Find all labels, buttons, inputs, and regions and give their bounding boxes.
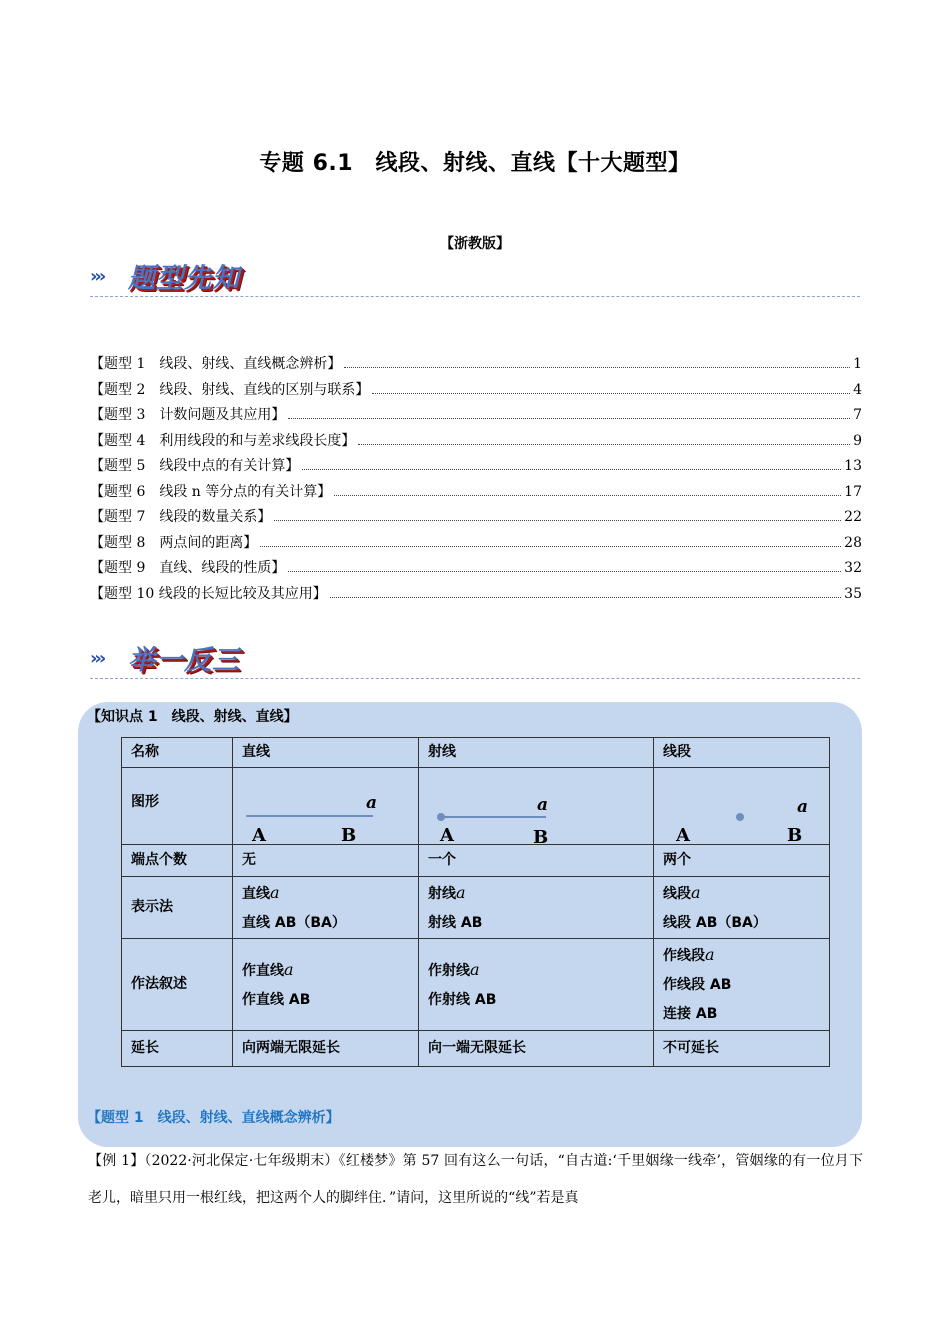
toc-item-page: 1 xyxy=(853,356,862,372)
toc-leader xyxy=(260,546,841,547)
table-of-contents xyxy=(90,353,862,608)
document-title: 专题 6.1 线段、射线、直线【十大题型】 xyxy=(259,151,691,176)
edition-label: 【浙教版】 xyxy=(440,236,510,252)
banner-title: 题型先知 xyxy=(128,263,240,294)
construction-text: 作线段 AB xyxy=(663,977,732,993)
toc-item-page: 4 xyxy=(853,381,862,398)
label-point-A: A xyxy=(440,825,454,844)
notation-text: 线段 xyxy=(663,885,691,902)
row-label: 图形 xyxy=(122,768,233,845)
notation-symbol: a xyxy=(270,882,280,902)
banner-question-types xyxy=(90,256,860,297)
notation-text: 射线 AB xyxy=(428,914,483,931)
banner-arrows-icon: ››› xyxy=(90,648,104,669)
notation-symbol: a xyxy=(456,882,466,902)
toc-item-label: 【题型 6 线段 n 等分点的有关计算】 xyxy=(90,483,332,500)
header-cell: 直线 xyxy=(233,738,419,768)
toc-leader xyxy=(288,571,841,572)
cell-ray: 向一端无限延长 xyxy=(419,1031,654,1067)
notation-text: 射线 xyxy=(428,885,456,902)
toc-item-label: 【题型 1 线段、射线、直线概念辨析】 xyxy=(90,356,342,372)
toc-item-page: 22 xyxy=(844,509,862,525)
toc-item-page: 32 xyxy=(844,560,862,576)
toc-item-label: 【题型 3 计数问题及其应用】 xyxy=(90,407,286,423)
toc-item-label: 【题型 7 线段的数量关系】 xyxy=(90,509,272,525)
notation-text: 直线 AB（BA） xyxy=(242,914,346,931)
header-cell: 射线 xyxy=(419,738,654,768)
construction-text: 连接 AB xyxy=(663,1006,718,1022)
toc-item[interactable] xyxy=(90,430,862,456)
toc-item-page: 7 xyxy=(853,407,862,423)
toc-item-page: 28 xyxy=(844,534,862,551)
toc-item-page: 13 xyxy=(844,458,862,474)
ray-figure xyxy=(419,768,653,844)
segment-figure xyxy=(654,768,829,844)
toc-item[interactable] xyxy=(90,557,862,583)
header-cell: 线段 xyxy=(654,738,830,768)
toc-item-page: 35 xyxy=(844,585,862,602)
cell-ray: 一个 xyxy=(419,845,654,877)
toc-leader xyxy=(372,393,850,394)
row-label: 延长 xyxy=(122,1031,233,1067)
banner-title: 举一反三 xyxy=(128,645,240,676)
construction-text: 作直线 xyxy=(242,962,284,979)
cell-segment xyxy=(654,877,830,939)
label-a: a xyxy=(537,795,549,815)
label-point-B: B xyxy=(341,825,357,844)
toc-item[interactable] xyxy=(90,353,862,379)
notation-text: 直线 xyxy=(242,885,270,902)
cell-ray xyxy=(419,939,654,1031)
label-point-A: A xyxy=(252,825,266,844)
toc-leader xyxy=(330,597,841,598)
toc-leader xyxy=(334,495,841,496)
line-diagram xyxy=(233,768,418,844)
cell-segment: 两个 xyxy=(654,845,830,877)
toc-item-label: 【题型 8 两点间的距离】 xyxy=(90,534,258,551)
cell-line: 向两端无限延长 xyxy=(233,1031,419,1067)
row-label: 作法叙述 xyxy=(122,939,233,1031)
banner-arrows-icon: ››› xyxy=(90,266,104,287)
construction-symbol: a xyxy=(284,959,294,979)
table-header-row xyxy=(122,738,830,768)
construction-symbol: a xyxy=(470,959,480,979)
header-cell: 名称 xyxy=(122,738,233,768)
banner-examples xyxy=(90,638,860,679)
cell-segment xyxy=(654,939,830,1031)
figure-cell-ray xyxy=(419,768,654,845)
cell-line xyxy=(233,939,419,1031)
toc-item[interactable] xyxy=(90,481,862,507)
row-label: 表示法 xyxy=(122,877,233,939)
knowledge-table xyxy=(121,737,830,1067)
table-row-construction xyxy=(122,939,830,1031)
label-point-B: B xyxy=(533,827,549,844)
toc-leader xyxy=(358,444,850,445)
toc-item[interactable] xyxy=(90,506,862,532)
notation-text: 线段 AB（BA） xyxy=(663,914,767,931)
construction-text: 作射线 xyxy=(428,962,470,979)
segment-point xyxy=(736,813,744,821)
cell-segment: 不可延长 xyxy=(654,1031,830,1067)
line-figure xyxy=(233,768,418,844)
segment-diagram xyxy=(654,768,829,844)
ray-diagram xyxy=(419,768,653,844)
table-row-figure xyxy=(122,768,830,845)
knowledge-point-title: 【知识点 1 线段、射线、直线】 xyxy=(87,709,298,725)
toc-leader xyxy=(274,520,841,521)
table-row-extension xyxy=(122,1031,830,1067)
construction-text: 作射线 AB xyxy=(428,991,497,1008)
toc-item-label: 【题型 2 线段、射线、直线的区别与联系】 xyxy=(90,381,370,398)
label-a: a xyxy=(797,797,809,817)
type1-heading: 【题型 1 线段、射线、直线概念辨析】 xyxy=(87,1110,340,1126)
label-point-B: B xyxy=(787,825,803,844)
notation-symbol: a xyxy=(691,882,701,902)
toc-item[interactable] xyxy=(90,379,862,405)
construction-symbol: a xyxy=(705,945,715,964)
example-1-text: 【例 1】（2022·河北保定·七年级期末）《红楼梦》第 57 回有这么一句话，“自古道:‘千里姻缘一线牵’，管姻缘的有一位月下老儿，暗里只用一根红线，把这两个人的脚绊住．”请问，这里所说的“线”若是真 xyxy=(88,1153,863,1206)
toc-item[interactable] xyxy=(90,532,862,558)
toc-item[interactable] xyxy=(90,455,862,481)
toc-item-label: 【题型 4 利用线段的和与差求线段长度】 xyxy=(90,432,356,449)
toc-item-label: 【题型 10 线段的长短比较及其应用】 xyxy=(90,585,327,602)
cell-line xyxy=(233,877,419,939)
construction-text: 作线段 xyxy=(663,948,705,964)
toc-item[interactable] xyxy=(90,583,862,609)
label-a: a xyxy=(366,793,378,813)
construction-text: 作直线 AB xyxy=(242,991,311,1008)
toc-leader xyxy=(288,418,850,419)
table-row-notation xyxy=(122,877,830,939)
toc-leader xyxy=(344,367,850,368)
toc-item-label: 【题型 9 直线、线段的性质】 xyxy=(90,560,286,576)
ray-endpoint xyxy=(437,813,445,821)
toc-item[interactable] xyxy=(90,404,862,430)
table-row-endpoints xyxy=(122,845,830,877)
figure-cell-line xyxy=(233,768,419,845)
toc-item-page: 17 xyxy=(844,483,862,500)
toc-item-label: 【题型 5 线段中点的有关计算】 xyxy=(90,458,300,474)
row-label: 端点个数 xyxy=(122,845,233,877)
toc-leader xyxy=(302,469,841,470)
label-point-A: A xyxy=(676,825,690,844)
figure-cell-segment xyxy=(654,768,830,845)
cell-line: 无 xyxy=(233,845,419,877)
toc-item-page: 9 xyxy=(853,432,862,449)
cell-ray xyxy=(419,877,654,939)
